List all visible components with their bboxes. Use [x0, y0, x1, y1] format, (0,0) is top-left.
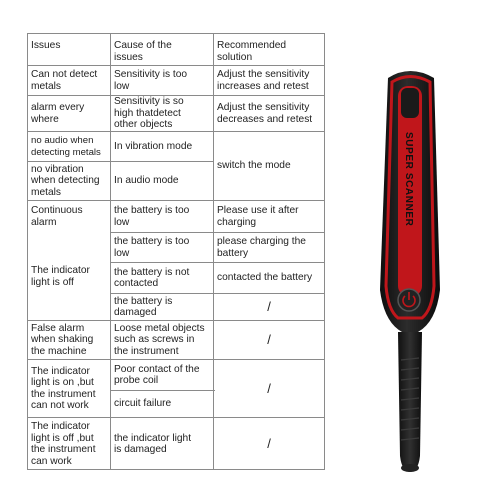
cause-cell: Sensitivity is so high thatdetect other objects [114, 96, 184, 131]
model-plate [401, 88, 419, 118]
metal-detector-image [360, 60, 460, 480]
header-issues: Issues [31, 40, 61, 51]
cause-cell: Sensitivity is too low [114, 69, 188, 92]
cause-cell: the battery is too low [114, 236, 190, 259]
cause-cell: circuit failure [114, 398, 172, 410]
cause-cell: the battery is damaged [114, 295, 173, 318]
solution-cell: / [267, 299, 271, 315]
issue-cell: alarm every where [31, 102, 85, 125]
cause-cell: In vibration mode [114, 140, 193, 152]
issue-cell: The indicator light is on ,but the instrument can not work [31, 365, 96, 411]
issue-cell: Continuous alarm [31, 205, 83, 228]
cause-cell: the battery is too low [114, 205, 190, 228]
handle-end-cap [401, 464, 419, 472]
solution-cell: Adjust the sensitivity increases and retest [217, 69, 310, 92]
cause-cell: the indicator light is damaged [114, 432, 192, 455]
troubleshooting-table [27, 33, 325, 470]
solution-cell: please charging the battery [217, 236, 306, 259]
issue-cell: The indicator light is off [31, 265, 90, 288]
cause-cell: Poor contact of the probe coil [114, 363, 200, 386]
issue-cell: no vibration when detecting metals [31, 163, 100, 198]
issue-cell: no audio when detecting metals [31, 135, 101, 158]
solution-cell: / [267, 436, 271, 452]
brand-label: SUPER SCANNER [403, 132, 414, 227]
header-solution: Recommended solution [217, 40, 287, 63]
issue-cell: False alarm when shaking the machine [31, 322, 94, 357]
solution-cell: Please use it after charging [217, 205, 299, 228]
issue-cell: Can not detect metals [31, 69, 98, 92]
solution-cell: / [267, 380, 271, 396]
solution-cell: / [267, 332, 271, 348]
solution-cell: Adjust the sensitivity decreases and retest [217, 102, 313, 125]
cause-cell: In audio mode [114, 175, 179, 187]
cause-cell: Loose metal objects such as screws in the instrument [114, 322, 205, 357]
solution-cell: switch the mode [217, 160, 291, 172]
cause-cell: the battery is not contacted [114, 266, 190, 289]
issue-cell: The indicator light is off ,but the instrument can work [31, 421, 96, 467]
detector-handle [398, 332, 422, 472]
solution-cell: contacted the battery [217, 272, 313, 284]
header-cause: Cause of the issues [114, 40, 172, 63]
